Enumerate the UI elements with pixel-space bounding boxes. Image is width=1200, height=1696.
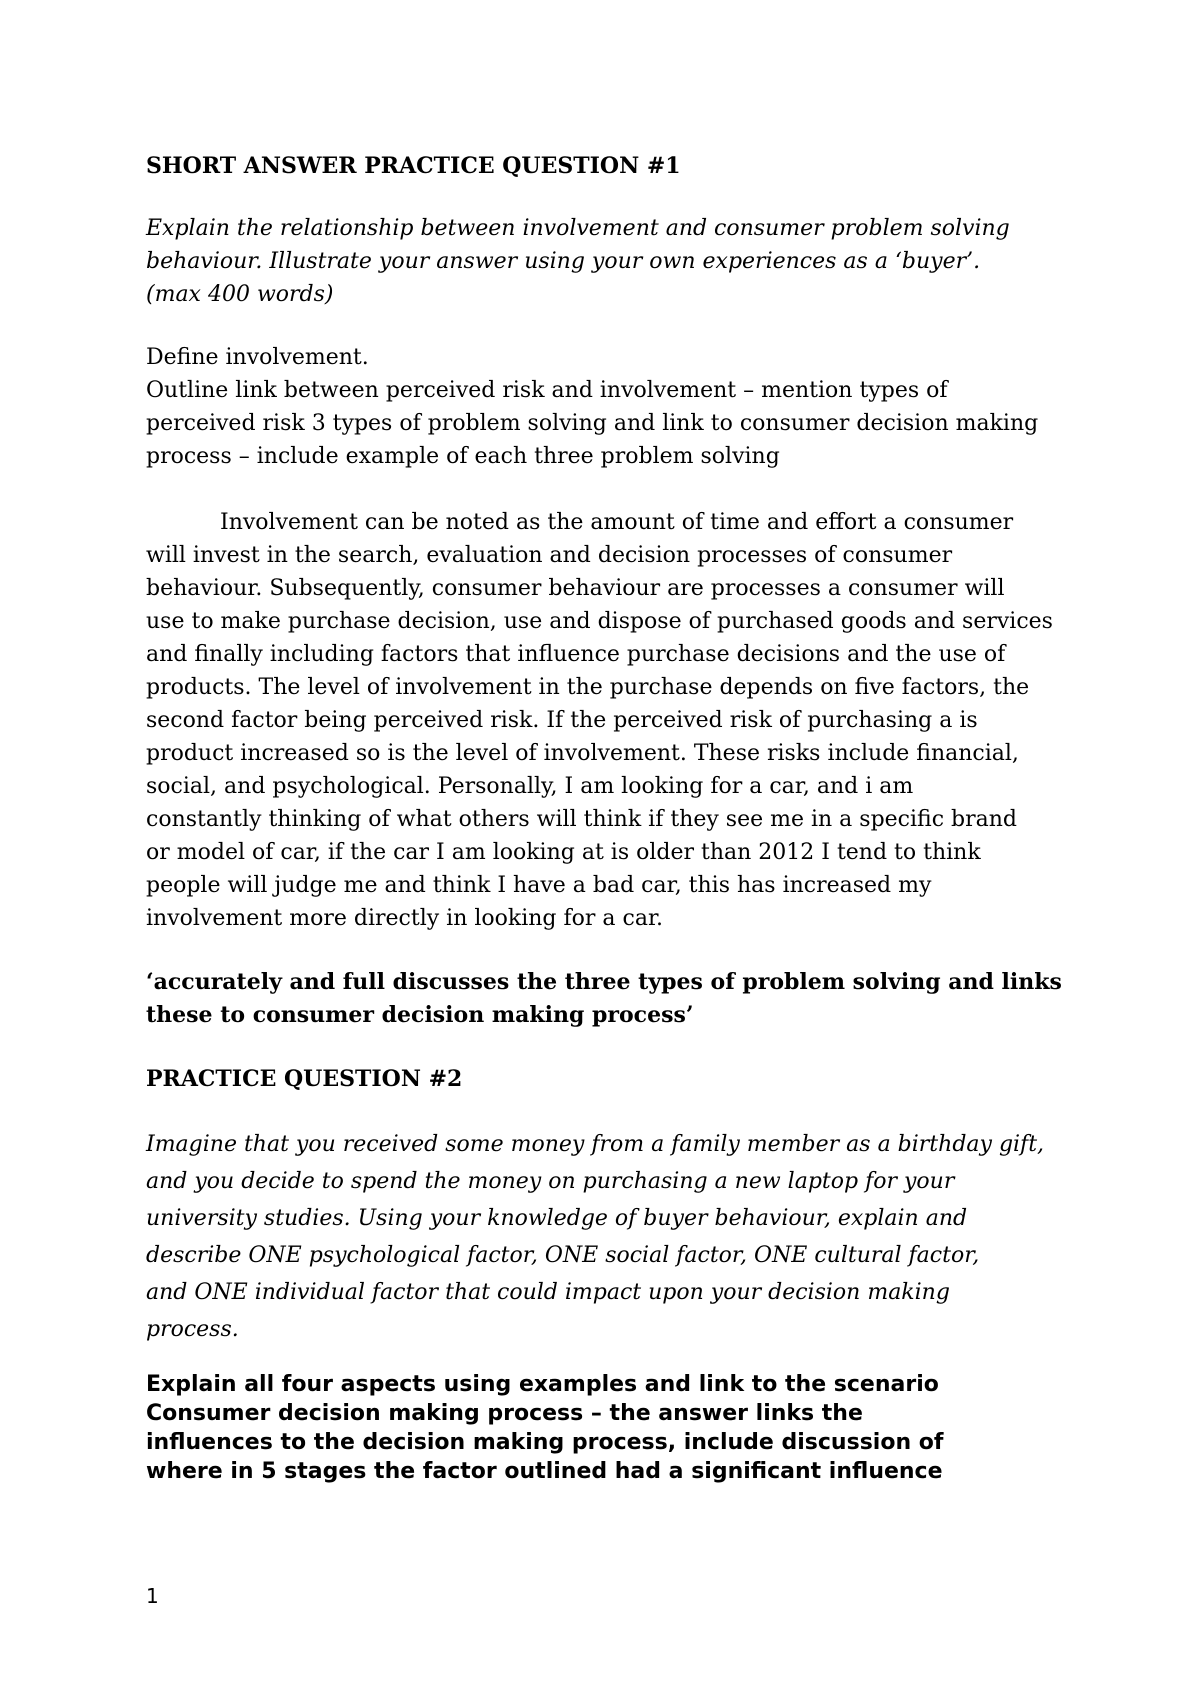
question2-heading: PRACTICE QUESTION #2 [146,1066,463,1092]
answer-line: second factor being perceived risk. If the perceived risk of purchasing a is [146,708,978,733]
guidance-line: Explain all four aspects using examples and link to the scenario [146,1372,939,1397]
notes-line: perceived risk 3 types of problem solving and link to consumer decision making [146,411,1039,436]
question1-prompt-line: behaviour. Illustrate your answer using your own experiences as a ‘buyer’. [146,249,981,274]
answer-line: products. The level of involvement in the purchase depends on five factors, the [146,675,1030,700]
question2-prompt-line: and ONE individual factor that could impact upon your decision making [146,1280,950,1305]
page-number: 1 [146,1584,159,1608]
question2-prompt-line: process. [146,1317,239,1342]
answer-line: social, and psychological. Personally, I am looking for a car, and i am [146,774,914,799]
answer-line: Involvement can be noted as the amount of time and effort a consumer [220,510,1014,535]
question2-prompt [146,1126,1076,1348]
criteria-line: these to consumer decision making process’ [146,1002,694,1028]
question2-prompt-line: describe ONE psychological factor, ONE social factor, ONE cultural factor, [146,1243,980,1268]
question2-prompt-line: Imagine that you received some money from a family member as a birthday gift, [146,1132,1045,1157]
question1-heading: SHORT ANSWER PRACTICE QUESTION #1 [146,153,681,179]
question2-guidance [146,1370,1076,1486]
answer-line: people will judge me and think I have a bad car, this has increased my [146,873,932,898]
answer-line: product increased so is the level of involvement. These risks include financial, [146,741,1019,766]
answer-line: constantly thinking of what others will think if they see me in a specific brand [146,807,1017,832]
question1-answer [146,506,1076,935]
document-page [146,150,1076,1486]
answer-line: or model of car, if the car I am looking at is older than 2012 I tend to think [146,840,981,865]
notes-line: Define involvement. [146,345,369,370]
guidance-line: influences to the decision making process, include discussion of [146,1430,944,1455]
notes-line: process – include example of each three problem solving [146,444,780,469]
answer-line: will invest in the search, evaluation and decision processes of consumer [146,543,953,568]
answer-line: behaviour. Subsequently, consumer behaviour are processes a consumer will [146,576,1005,601]
question2-prompt-line: university studies. Using your knowledge of buyer behaviour, explain and [146,1206,968,1231]
answer-line: involvement more directly in looking for a car. [146,906,664,931]
guidance-line: where in 5 stages the factor outlined had a significant influence [146,1459,943,1484]
question2-prompt-line: and you decide to spend the money on purchasing a new laptop for your [146,1169,955,1194]
question1-criteria [146,966,1076,1032]
question1-prompt-line: Explain the relationship between involvement and consumer problem solving [146,216,1010,241]
answer-line: and finally including factors that influence purchase decisions and the use of [146,642,1006,667]
answer-line: use to make purchase decision, use and dispose of purchased goods and services [146,609,1053,634]
notes-line: Outline link between perceived risk and involvement – mention types of [146,378,948,403]
question1-notes [146,341,1076,473]
criteria-line: ‘accurately and full discusses the three types of problem solving and links [146,969,1062,995]
guidance-line: Consumer decision making process – the answer links the [146,1401,863,1426]
question1-prompt [146,212,1076,311]
question1-prompt-line: (max 400 words) [146,282,334,307]
